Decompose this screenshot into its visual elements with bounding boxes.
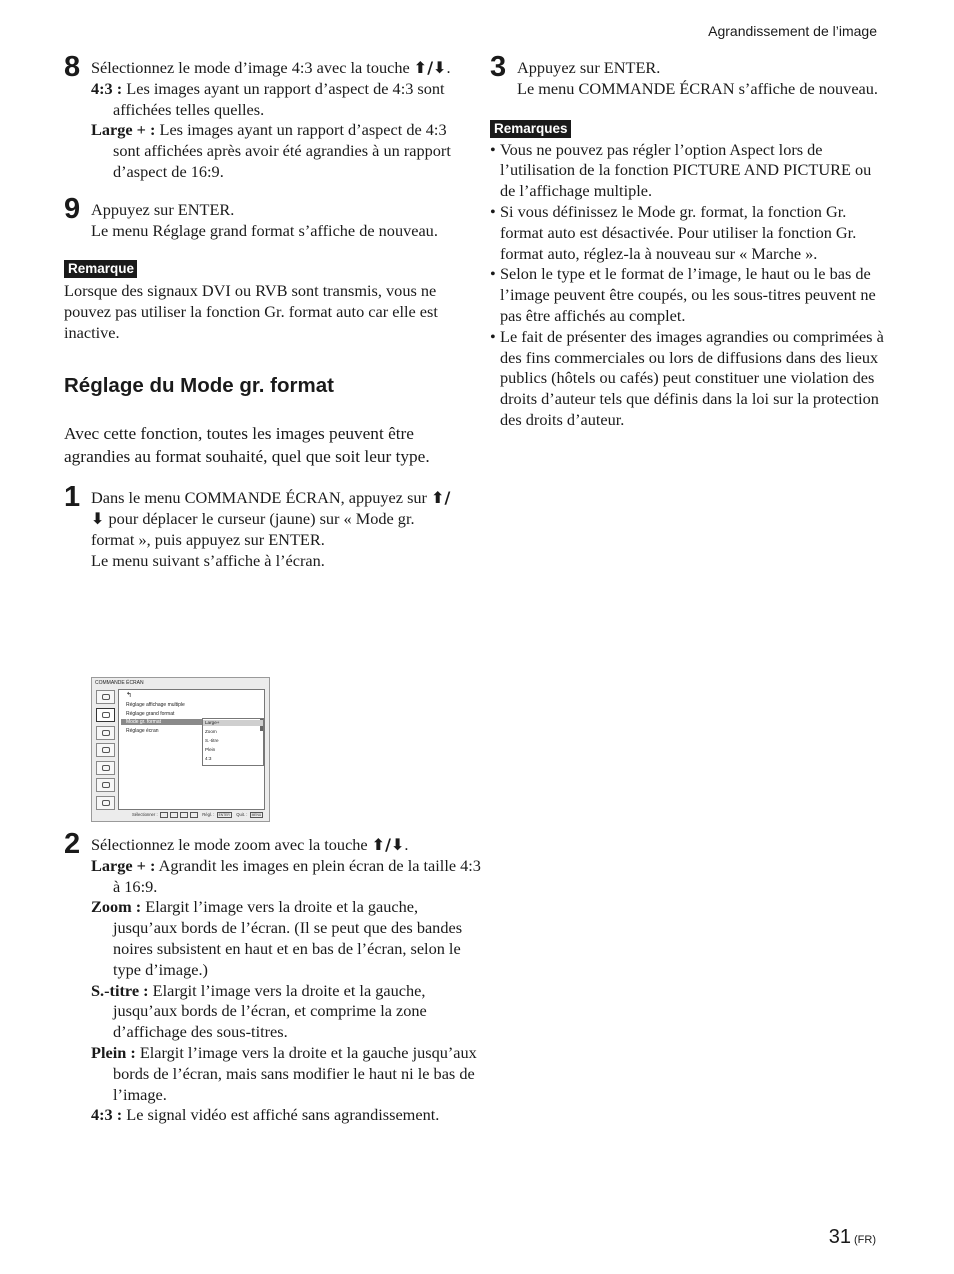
option-term: 4:3 : bbox=[91, 78, 123, 98]
info-icon bbox=[96, 796, 115, 810]
sound-icon bbox=[96, 726, 115, 740]
step-3-line-2: Le menu COMMANDE ÉCRAN s’affiche de nouveau. bbox=[517, 78, 878, 98]
option-desc: Agrandit les images en plein écran de la taille 4:3 à 16:9. bbox=[113, 855, 481, 896]
submenu-item: Zoom bbox=[205, 729, 217, 734]
footer-quit-label: Quit. : bbox=[236, 812, 248, 817]
submenu-item: S.-titre bbox=[205, 738, 219, 743]
step-number: 9 bbox=[64, 192, 81, 225]
arrow-key-icon bbox=[190, 812, 198, 818]
option-4-3 bbox=[91, 79, 454, 121]
step-2-instruction: Sélectionnez le mode zoom avec la touche ⬆/⬇. bbox=[91, 835, 409, 854]
running-header: Agrandissement de l’image bbox=[708, 23, 877, 39]
step-9-line-1: Appuyez sur ENTER. bbox=[91, 199, 235, 219]
note-item: • Si vous définissez le Mode gr. format, la fonction Gr. format auto est désactivée. Pour utiliser la fonction Gr. format auto, réglez-la à nouveau sur « Marche ». bbox=[490, 202, 890, 264]
menu-item: Réglage affichage multiple bbox=[126, 702, 185, 708]
instruction-text: Sélectionnez le mode d’image 4:3 avec la touche bbox=[91, 58, 410, 77]
step-number: 3 bbox=[490, 51, 507, 83]
arrow-key-icon bbox=[180, 812, 188, 818]
option-full bbox=[91, 1043, 481, 1105]
note-block bbox=[64, 260, 454, 343]
up-down-arrow-icon: ⬆/⬇ bbox=[371, 835, 405, 854]
option-large-plus bbox=[91, 856, 481, 898]
submenu-item: Plein bbox=[205, 747, 216, 752]
option-term: 4:3 : bbox=[91, 1105, 123, 1125]
menu-key: MENU bbox=[251, 812, 262, 817]
step-number: 1 bbox=[64, 481, 81, 514]
submenu-item: 4:3 bbox=[205, 756, 212, 761]
menu-title: COMMANDE ÉCRAN bbox=[95, 680, 144, 686]
step-1-instruction bbox=[91, 488, 454, 550]
setup-icon bbox=[96, 743, 115, 757]
up-down-arrow-icon: ⬆/⬇ bbox=[91, 488, 451, 529]
up-down-arrow-icon: ⬆/⬇ bbox=[413, 58, 447, 77]
submenu-item-selected: Large+ bbox=[203, 720, 263, 726]
step-8 bbox=[64, 51, 454, 183]
submenu bbox=[202, 718, 264, 766]
screen-control-icon bbox=[96, 708, 115, 722]
option-zoom bbox=[91, 897, 481, 980]
right-column bbox=[490, 51, 890, 431]
note-item: • Le fait de présenter des images agrandies ou comprimées à des fins commerciales ou lors de diffusions dans des lieux publics (hôtels ou cafés) peut constituer une violation des droits d’auteur tels que définis dans la loi sur la protection des droits d’auteur. bbox=[490, 327, 890, 431]
option-desc: Elargit l’image vers la droite et la gauche, jusqu’aux bords de l’écran, et comprime la zone d’affichage des sous-titres. bbox=[113, 980, 427, 1042]
menu-item: Réglage grand format bbox=[126, 711, 175, 717]
option-large-plus bbox=[91, 120, 454, 182]
instruction-text: Dans le menu COMMANDE ÉCRAN, appuyez sur bbox=[91, 488, 427, 508]
option-term: Large + : bbox=[91, 855, 156, 875]
option-subtitle bbox=[91, 981, 481, 1043]
step-number: 8 bbox=[64, 51, 81, 83]
step-2 bbox=[64, 828, 481, 1126]
option-desc: Les images ayant un rapport d’aspect de 4:3 sont affichées après avoir été agrandies à un rapport d’aspect de 16:9. bbox=[113, 120, 451, 181]
enter-key: ENTER bbox=[218, 812, 230, 817]
step-9-line-2: Le menu Réglage grand format s’affiche de nouveau. bbox=[91, 220, 438, 240]
note-badge: Remarque bbox=[64, 260, 137, 278]
picture-icon bbox=[96, 690, 115, 704]
note-text: Lorsque des signaux DVI ou RVB sont transmis, vous ne pouvez pas utiliser la fonction Gr. format auto car elle est inactive. bbox=[64, 281, 438, 343]
footer-select-label: Sélectionner : bbox=[132, 812, 158, 817]
input-icon bbox=[96, 761, 115, 775]
section-intro: Avec cette fonction, toutes les images peuvent être agrandies au format souhaité, quel que soit leur type. bbox=[64, 424, 430, 467]
option-term: S.-titre : bbox=[91, 980, 149, 1000]
note-item: • Vous ne pouvez pas régler l’option Aspect lors de l’utilisation de la fonction PICTURE AND PICTURE ou de l’affichage multiple. bbox=[490, 140, 890, 202]
option-desc: Le signal vidéo est affiché sans agrandissement. bbox=[126, 1105, 440, 1125]
instruction-text: Sélectionnez le mode zoom avec la touche bbox=[91, 835, 368, 854]
menu-footer bbox=[132, 810, 267, 819]
section-title: Réglage du Mode gr. format bbox=[64, 374, 334, 398]
step-1-line-2: Le menu suivant s’affiche à l’écran. bbox=[91, 550, 325, 570]
note-item: • Selon le type et le format de l’image, le haut ou le bas de l’image peuvent être coupés, ou les sous-titres peuvent ne pas être affichés au complet. bbox=[490, 264, 890, 326]
step-number: 2 bbox=[64, 828, 81, 860]
arrow-key-icon bbox=[170, 812, 178, 818]
screen-menu-illustration bbox=[91, 677, 270, 822]
footer-adjust-label: Régl. : bbox=[202, 812, 215, 817]
arrow-key-icon bbox=[160, 812, 168, 818]
back-arrow-icon: ↰ bbox=[126, 692, 132, 699]
option-term: Large + : bbox=[91, 120, 156, 140]
page-number-value: 31 bbox=[828, 1226, 851, 1248]
notes-badge: Remarques bbox=[490, 120, 571, 138]
option-desc: Les images ayant un rapport d’aspect de 4:3 sont affichées telles quelles. bbox=[113, 78, 445, 119]
step-8-instruction: Sélectionnez le mode d’image 4:3 avec la touche ⬆/⬇. bbox=[91, 58, 451, 77]
option-term: Zoom : bbox=[91, 897, 142, 917]
step-1 bbox=[64, 481, 454, 571]
step-3-line-1: Appuyez sur ENTER. bbox=[517, 58, 661, 77]
step-3 bbox=[490, 51, 890, 100]
menu-item-selected: Mode gr. format bbox=[121, 719, 203, 725]
notes-block bbox=[490, 120, 890, 431]
option-desc: Elargit l’image vers la droite et la gauche, jusqu’aux bords de l’écran. (Il se peut que des bandes noires subsistent en haut et en bas de l’écran, selon le type d’image.) bbox=[113, 897, 463, 979]
page-language: (FR) bbox=[854, 1234, 876, 1246]
step-9 bbox=[64, 192, 454, 242]
notes-list bbox=[490, 140, 890, 431]
menu-item: Réglage écran bbox=[126, 728, 159, 734]
menu-panel bbox=[118, 689, 265, 810]
option-term: Plein : bbox=[91, 1042, 136, 1062]
multi-icon bbox=[96, 778, 115, 792]
option-desc: Elargit l’image vers la droite et la gauche jusqu’aux bords de l’écran, mais sans modifier le haut ni le bas de l’image. bbox=[113, 1042, 477, 1104]
instruction-text: pour déplacer le curseur (jaune) sur « Mode gr. format », puis appuyez sur ENTER. bbox=[91, 509, 415, 549]
page-number bbox=[829, 1226, 876, 1249]
option-4-3 bbox=[91, 1105, 481, 1126]
